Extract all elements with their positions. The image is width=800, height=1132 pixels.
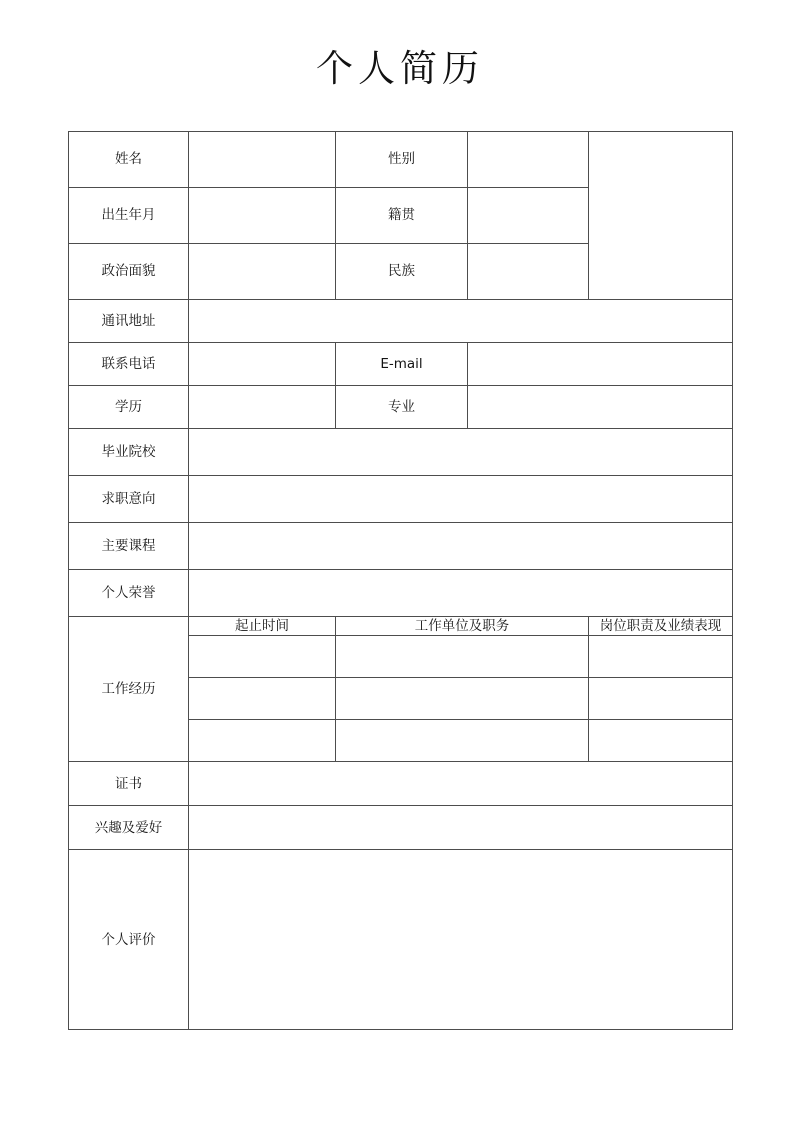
field-work-employer-1[interactable] (336, 636, 589, 678)
field-certificates[interactable] (189, 762, 733, 806)
field-education[interactable] (189, 386, 336, 429)
field-address[interactable] (189, 300, 733, 343)
table-row-main-courses (69, 523, 733, 570)
field-main-courses[interactable] (189, 523, 733, 570)
resume-table (68, 131, 733, 1030)
page-title: 个人简历 (316, 47, 484, 90)
label-address: 通讯地址 (69, 300, 189, 343)
column-header-period: 起止时间 (189, 617, 336, 636)
label-birth-date: 出生年月 (69, 188, 189, 244)
column-header-employer-position: 工作单位及职务 (336, 617, 589, 636)
field-work-period-1[interactable] (189, 636, 336, 678)
column-header-duties-performance: 岗位职责及业绩表现 (589, 617, 733, 636)
field-major[interactable] (468, 386, 733, 429)
field-graduated-school[interactable] (189, 429, 733, 476)
field-work-duties-1[interactable] (589, 636, 733, 678)
table-row-job-objective (69, 476, 733, 523)
field-work-period-3[interactable] (189, 720, 336, 762)
field-work-duties-3[interactable] (589, 720, 733, 762)
table-row-certificates (69, 762, 733, 806)
field-phone[interactable] (189, 343, 336, 386)
label-certificates: 证书 (69, 762, 189, 806)
table-row-work-experience-header (69, 617, 733, 636)
table-row-address (69, 300, 733, 343)
label-major: 专业 (336, 386, 468, 429)
photo-placeholder-cell[interactable] (589, 132, 733, 300)
table-row-self-evaluation (69, 850, 733, 1030)
field-birth-date[interactable] (189, 188, 336, 244)
field-personal-honors[interactable] (189, 570, 733, 617)
field-name[interactable] (189, 132, 336, 188)
table-row-education-major (69, 386, 733, 429)
label-work-experience: 工作经历 (69, 617, 189, 762)
label-political-status: 政治面貌 (69, 244, 189, 300)
field-work-period-2[interactable] (189, 678, 336, 720)
field-gender[interactable] (468, 132, 589, 188)
label-email: E-mail (336, 343, 468, 386)
field-email[interactable] (468, 343, 733, 386)
label-name: 姓名 (69, 132, 189, 188)
field-work-duties-2[interactable] (589, 678, 733, 720)
label-education: 学历 (69, 386, 189, 429)
field-self-evaluation[interactable] (189, 850, 733, 1030)
field-ethnicity[interactable] (468, 244, 589, 300)
field-job-objective[interactable] (189, 476, 733, 523)
table-row-graduated-school (69, 429, 733, 476)
label-main-courses: 主要课程 (69, 523, 189, 570)
field-political-status[interactable] (189, 244, 336, 300)
label-hometown: 籍贯 (336, 188, 468, 244)
table-row-personal-honors (69, 570, 733, 617)
label-gender: 性别 (336, 132, 468, 188)
label-graduated-school: 毕业院校 (69, 429, 189, 476)
label-phone: 联系电话 (69, 343, 189, 386)
label-ethnicity: 民族 (336, 244, 468, 300)
field-work-employer-2[interactable] (336, 678, 589, 720)
table-row-phone-email (69, 343, 733, 386)
label-self-evaluation: 个人评价 (69, 850, 189, 1030)
label-personal-honors: 个人荣誉 (69, 570, 189, 617)
table-row-interests-hobbies (69, 806, 733, 850)
field-hometown[interactable] (468, 188, 589, 244)
field-interests-hobbies[interactable] (189, 806, 733, 850)
field-work-employer-3[interactable] (336, 720, 589, 762)
label-interests-hobbies: 兴趣及爱好 (69, 806, 189, 850)
table-row-name-gender (69, 132, 733, 188)
label-job-objective: 求职意向 (69, 476, 189, 523)
